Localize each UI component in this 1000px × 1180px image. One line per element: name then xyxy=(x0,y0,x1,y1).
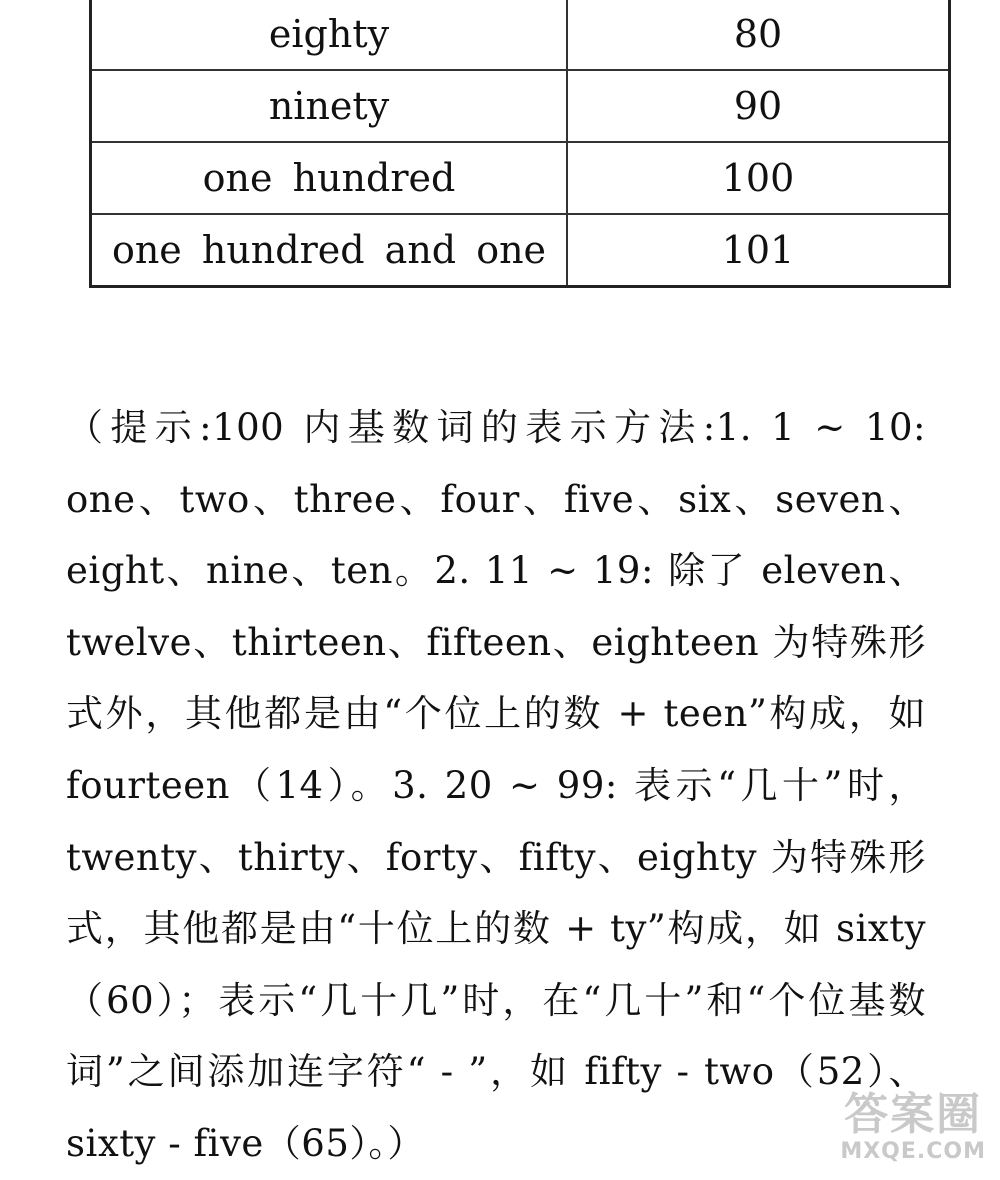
table-row xyxy=(91,70,950,142)
number-cell: 100 xyxy=(567,142,950,214)
number-cell: 80 xyxy=(567,0,950,70)
hint-paragraph: （提示:100 内基数词的表示方法:1. 1 ~ 10: one、two、three、four、five、six、seven、eight、nine、ten。2. 11 ~ 19: 除了 eleven、twelve、thirteen、fifteen、eighteen 为特殊形式外，其他都是由“个位上的数 + teen”构成，如 fourteen（14）。3. 20 ~ 99: 表示“几十”时，twenty、thirty、forty、fifty、eighty 为特殊形式，其他都是由“十位上的数 + ty”构成，如 sixty（60）；表示“几十几”时，在“几十”和“个位基数词”之间添加连字符“ - ”，如 fifty - two（52）、sixty - five（65）。） xyxy=(66,406,926,1165)
table-row xyxy=(91,0,950,70)
word-cell: one hundred and one xyxy=(91,214,568,287)
table-row xyxy=(91,142,950,214)
watermark-url: MXQE.COM xyxy=(840,1139,986,1164)
number-cell: 90 xyxy=(567,70,950,142)
word-cell: one hundred xyxy=(91,142,568,214)
watermark-logo-text: 答案圈 xyxy=(844,1089,983,1140)
number-cell: 101 xyxy=(567,214,950,287)
word-cell: ninety xyxy=(91,70,568,142)
table-row xyxy=(91,214,950,287)
number-words-table xyxy=(89,0,951,288)
word-cell: eighty xyxy=(91,0,568,70)
watermark-logo xyxy=(840,1089,986,1164)
